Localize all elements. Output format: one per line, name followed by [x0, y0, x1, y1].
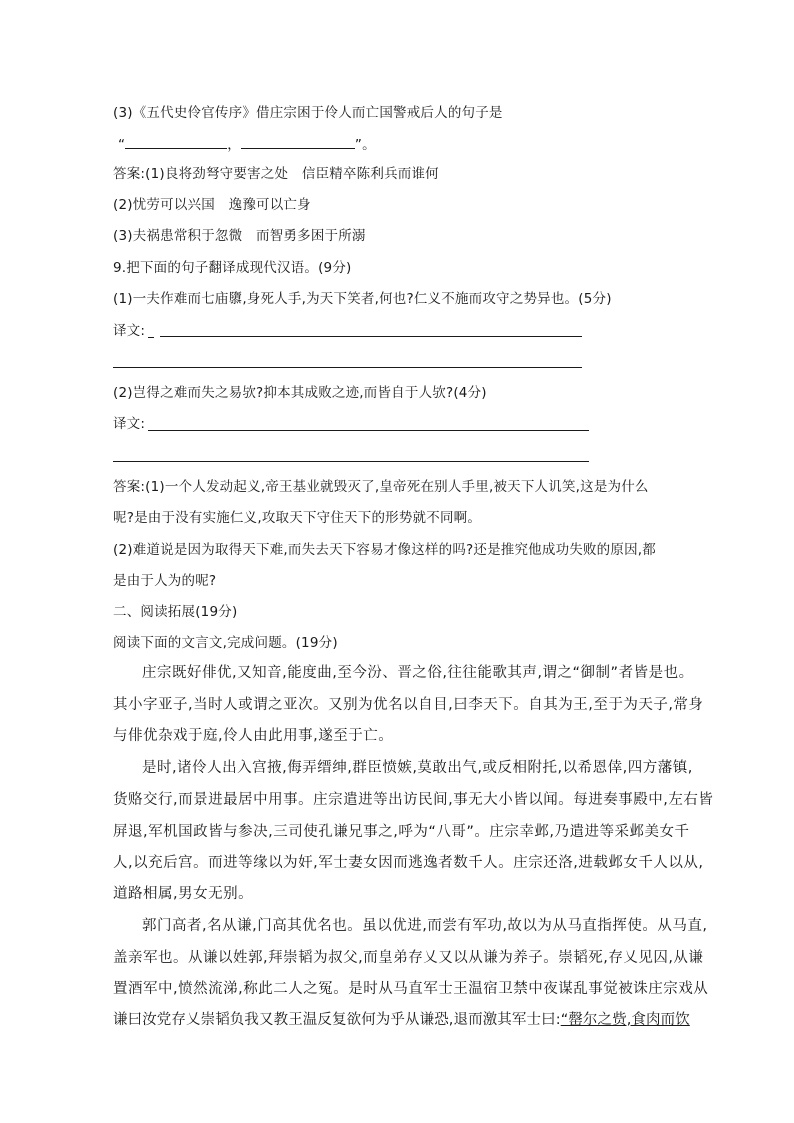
fill-blank-2[interactable]	[241, 134, 355, 149]
q8-answer-line-1	[113, 164, 439, 184]
q8-answer-2: (2)忧劳可以兴国 逸豫可以亡身	[113, 197, 311, 213]
section2-instruction: 阅读下面的文言文,完成问题。(19分)	[113, 635, 338, 651]
q9-sentence-1: (1)一夫作难而七庙隳,身死人手,为天下笑者,何也?仁义不施而攻守之势异也。(5分)	[113, 291, 612, 307]
translation-blank-3[interactable]	[148, 430, 589, 431]
q9-answer-1a: 答案:(1)一个人发动起义,帝王基业就毁灭了,皇帝死在别人手里,被天下人讥笑,这是为什么	[113, 479, 649, 495]
fill-blank-1[interactable]	[125, 134, 227, 149]
passage-p1-line-2: 其小字亚子,当时人或谓之亚次。又别为优名以自目,曰李天下。自其为王,至于为天子,常身	[113, 697, 704, 713]
q8-answer-1: (1)良将劲弩守要害之处 信臣精卒陈利兵而谁何	[145, 166, 439, 182]
passage-p2-line-3: 屏退,军机国政皆与参决,三司使孔谦兄事之,呼为“八哥”。庄宗幸邺,乃遣进等采邺美女千	[113, 824, 690, 840]
passage-p3-line-3: 置酒军中,愤然流涕,称此二人之冤。是时从马直军士王温宿卫禁中夜谋乱事觉被诛庄宗戏从	[113, 981, 709, 997]
passage-p2-line-1: 是时,诸伶人出入宫掖,侮弄缙绅,群臣愤嫉,莫敢出气,或反相附托,以希恩倖,四方藩镇,	[142, 760, 693, 776]
passage-p1-line-3: 与俳优杂戏于庭,伶人由此用事,遂至于亡。	[113, 728, 394, 744]
section2-heading: 二、阅读拓展(19分)	[113, 604, 238, 620]
q8-item3-text: (3)《五代史伶官传序》借庄宗困于伶人而亡国警戒后人的句子是	[113, 105, 503, 121]
underlined-quote: “罄尔之赀,食肉而饮	[560, 1012, 690, 1028]
q9-translation-label-2: 译文:	[113, 416, 146, 432]
passage-p2-line-5: 道路相属,男女无别。	[113, 886, 254, 902]
q9-sentence-2: (2)岂得之难而失之易欤?抑本其成败之迹,而皆自于人欤?(4分)	[113, 385, 487, 401]
q8-item3-blanks-line	[118, 134, 376, 155]
translation-blank-2[interactable]	[113, 367, 582, 368]
q9-translation-label-1: 译文:	[113, 323, 146, 339]
passage-p3-line-4-text: 谦曰汝党存乂崇韬负我又教王温反复欲何为乎从谦恐,退而激其军士曰:	[113, 1012, 561, 1028]
q9-answer-2b: 是由于人为的呢?	[113, 573, 217, 589]
passage-p2-line-2: 货赂交行,而景进最居中用事。庄宗遣进等出访民间,事无大小皆以闻。每进奏事殿中,左右皆	[113, 792, 714, 808]
q8-answer-3: (3)夫祸患常积于忽微 而智勇多困于所溺	[113, 228, 366, 244]
translation-blank-1[interactable]	[160, 336, 582, 337]
passage-p3-line-4	[113, 1010, 690, 1030]
passage-p1-line-1: 庄宗既好俳优,又知音,能度曲,至今汾、晋之俗,往往能歌其声,谓之“御制”者皆是也。	[142, 665, 694, 681]
translation-blank-short	[148, 337, 154, 338]
passage-p3-line-2: 盖亲军也。从谦以姓郭,拜崇韬为叔父,而皇弟存乂又以从谦为养子。崇韬死,存乂见囚,从谦	[113, 950, 704, 966]
q9-answer-1b: 呢?是由于没有实施仁义,攻取天下守住天下的形势就不同啊。	[113, 510, 482, 526]
open-quote: “	[118, 137, 126, 153]
passage-p3-line-1: 郭门高者,名从谦,门高其优名也。虽以优进,而尝有军功,故以为从马直指挥使。从马直,	[142, 918, 708, 934]
q9-answer-2a: (2)难道说是因为取得天下难,而失去天下容易才像这样的吗?还是推究他成功失败的原因,都	[113, 542, 656, 558]
comma: ，	[227, 137, 241, 153]
close-quote: ”。	[354, 137, 376, 153]
passage-p2-line-4: 人,以充后宫。而进等缘以为奸,军士妻女因而逃逸者数千人。庄宗还洛,进载邺女千人以从,	[113, 855, 704, 871]
answer-label: 答案:	[113, 166, 146, 182]
translation-blank-4[interactable]	[113, 461, 589, 462]
q9-heading: 9.把下面的句子翻译成现代汉语。(9分)	[113, 260, 352, 276]
